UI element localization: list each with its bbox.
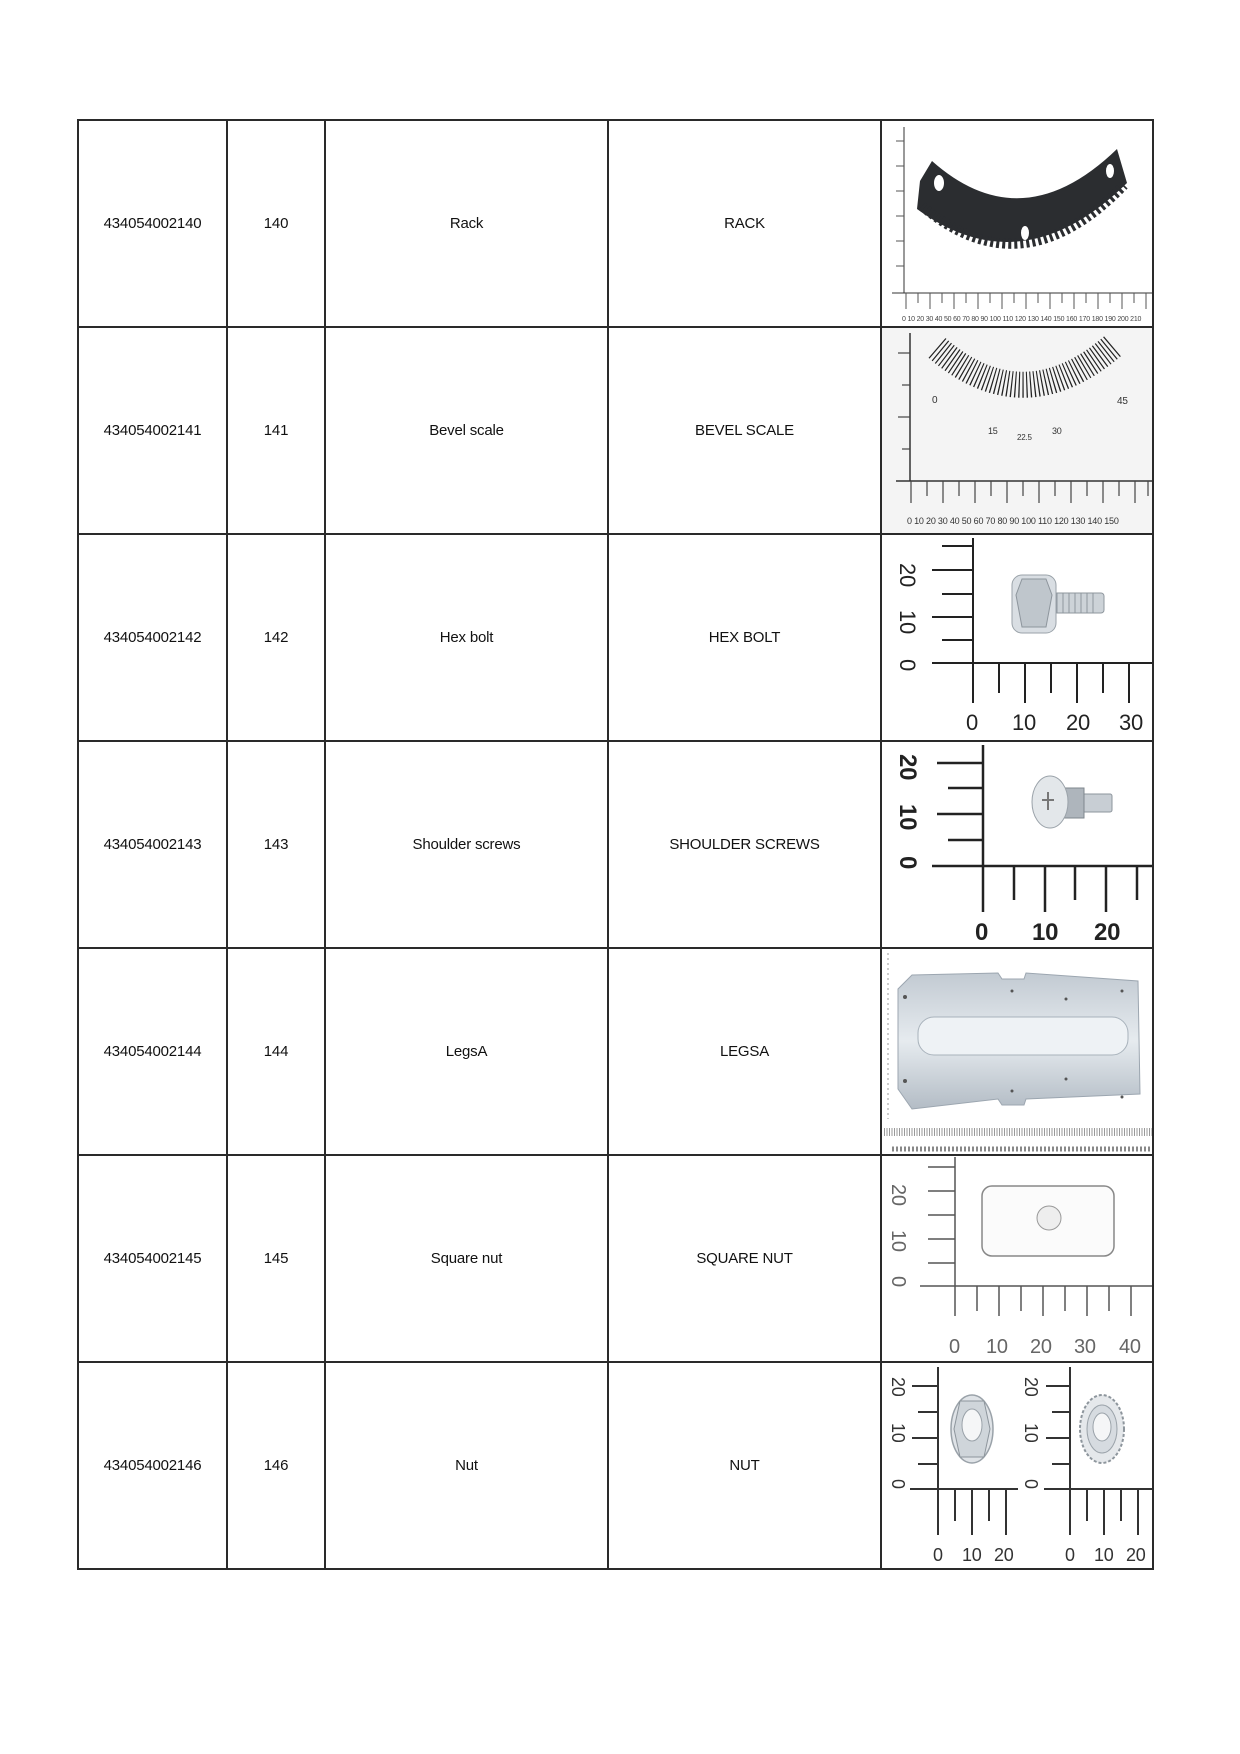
legs-a-plate-image bbox=[882, 949, 1152, 1155]
part-image-cell bbox=[881, 1362, 1153, 1569]
svg-text:0: 0 bbox=[888, 1479, 908, 1489]
svg-text:10: 10 bbox=[895, 610, 920, 635]
part-image-cell bbox=[881, 741, 1153, 948]
square-nut-image bbox=[882, 1156, 1152, 1362]
part-code-cell: 434054002145 bbox=[78, 1155, 227, 1362]
item-number-cell: 144 bbox=[227, 948, 325, 1155]
part-image-cell bbox=[881, 327, 1153, 534]
item-number-cell: 146 bbox=[227, 1362, 325, 1569]
item-number-cell: 143 bbox=[227, 741, 325, 948]
svg-text:10: 10 bbox=[1021, 1423, 1041, 1443]
part-code-cell: 434054002140 bbox=[78, 120, 227, 327]
part-name-cell: Nut bbox=[325, 1362, 608, 1569]
svg-text:20: 20 bbox=[888, 1377, 908, 1397]
part-code-cell: 434054002142 bbox=[78, 534, 227, 741]
svg-text:0: 0 bbox=[895, 659, 920, 672]
part-name-cell: LegsA bbox=[325, 948, 608, 1155]
svg-text:20: 20 bbox=[1094, 919, 1121, 946]
svg-text:0: 0 bbox=[1021, 1479, 1041, 1489]
part-name-upper-cell: HEX BOLT bbox=[608, 534, 881, 741]
table-row bbox=[78, 534, 1153, 741]
item-number-cell: 145 bbox=[227, 1155, 325, 1362]
svg-text:10: 10 bbox=[1012, 710, 1037, 735]
part-code-cell: 434054002141 bbox=[78, 327, 227, 534]
parts-table bbox=[77, 119, 1154, 1570]
svg-text:20: 20 bbox=[994, 1545, 1014, 1565]
svg-text:10: 10 bbox=[986, 1336, 1008, 1358]
part-name-upper-cell: RACK bbox=[608, 120, 881, 327]
svg-text:0: 0 bbox=[975, 919, 989, 946]
svg-text:45: 45 bbox=[1117, 396, 1128, 407]
part-image-cell bbox=[881, 948, 1153, 1155]
hex-bolt-image bbox=[882, 535, 1152, 741]
part-image-cell bbox=[881, 120, 1153, 327]
svg-text:0: 0 bbox=[933, 1545, 943, 1565]
part-name-upper-cell: LEGSA bbox=[608, 948, 881, 1155]
svg-text:0: 0 bbox=[894, 856, 921, 870]
table-row bbox=[78, 741, 1153, 948]
svg-text:10: 10 bbox=[888, 1423, 908, 1443]
svg-text:10: 10 bbox=[1032, 919, 1059, 946]
item-number-cell: 142 bbox=[227, 534, 325, 741]
svg-text:10: 10 bbox=[1094, 1545, 1114, 1565]
svg-text:20: 20 bbox=[887, 1184, 909, 1206]
svg-text:20: 20 bbox=[1030, 1336, 1052, 1358]
svg-text:20: 20 bbox=[1021, 1377, 1041, 1397]
part-image-cell bbox=[881, 534, 1153, 741]
svg-text:20: 20 bbox=[894, 754, 921, 781]
table-row bbox=[78, 327, 1153, 534]
svg-text:0: 0 bbox=[887, 1276, 909, 1287]
part-name-cell: Bevel scale bbox=[325, 327, 608, 534]
part-code-cell: 434054002143 bbox=[78, 741, 227, 948]
part-name-cell: Shoulder screws bbox=[325, 741, 608, 948]
svg-text:10: 10 bbox=[887, 1230, 909, 1252]
svg-text:20: 20 bbox=[1126, 1545, 1146, 1565]
part-name-upper-cell: SQUARE NUT bbox=[608, 1155, 881, 1362]
part-code-cell: 434054002146 bbox=[78, 1362, 227, 1569]
part-name-cell: Hex bolt bbox=[325, 534, 608, 741]
svg-text:0: 0 bbox=[949, 1336, 960, 1358]
svg-text:0 10 20 30 40 50 60 70 80 90 1: 0 10 20 30 40 50 60 70 80 90 100 110 120 130 140 150 160 170 180 190 200 210 bbox=[902, 316, 1142, 323]
svg-text:10: 10 bbox=[894, 804, 921, 831]
shoulder-screw-image bbox=[882, 742, 1152, 948]
svg-text:0 10 20 30 40 50 60 70 80 90 1: 0 10 20 30 40 50 60 70 80 90 100 110 120 130 140 150 bbox=[907, 516, 1119, 526]
nut-image bbox=[882, 1363, 1152, 1569]
svg-text:22.5: 22.5 bbox=[1017, 433, 1032, 442]
svg-text:15: 15 bbox=[988, 426, 998, 436]
item-number-cell: 140 bbox=[227, 120, 325, 327]
svg-text:0: 0 bbox=[1065, 1545, 1075, 1565]
bevel-scale-image bbox=[882, 328, 1152, 534]
item-number-cell: 141 bbox=[227, 327, 325, 534]
part-name-cell: Square nut bbox=[325, 1155, 608, 1362]
svg-text:30: 30 bbox=[1119, 710, 1144, 735]
svg-text:30: 30 bbox=[1052, 426, 1062, 436]
svg-text:20: 20 bbox=[1066, 710, 1091, 735]
part-name-upper-cell: SHOULDER SCREWS bbox=[608, 741, 881, 948]
svg-text:0: 0 bbox=[932, 395, 938, 406]
part-name-cell: Rack bbox=[325, 120, 608, 327]
svg-text:0: 0 bbox=[966, 710, 979, 735]
part-image-cell bbox=[881, 1155, 1153, 1362]
table-row bbox=[78, 1362, 1153, 1569]
table-row bbox=[78, 1155, 1153, 1362]
table-row bbox=[78, 948, 1153, 1155]
svg-text:20: 20 bbox=[895, 563, 920, 588]
table-row bbox=[78, 120, 1153, 327]
rack-image bbox=[882, 121, 1152, 327]
svg-text:40: 40 bbox=[1119, 1336, 1141, 1358]
svg-text:10: 10 bbox=[962, 1545, 982, 1565]
svg-text:30: 30 bbox=[1074, 1336, 1096, 1358]
part-code-cell: 434054002144 bbox=[78, 948, 227, 1155]
part-name-upper-cell: BEVEL SCALE bbox=[608, 327, 881, 534]
part-name-upper-cell: NUT bbox=[608, 1362, 881, 1569]
